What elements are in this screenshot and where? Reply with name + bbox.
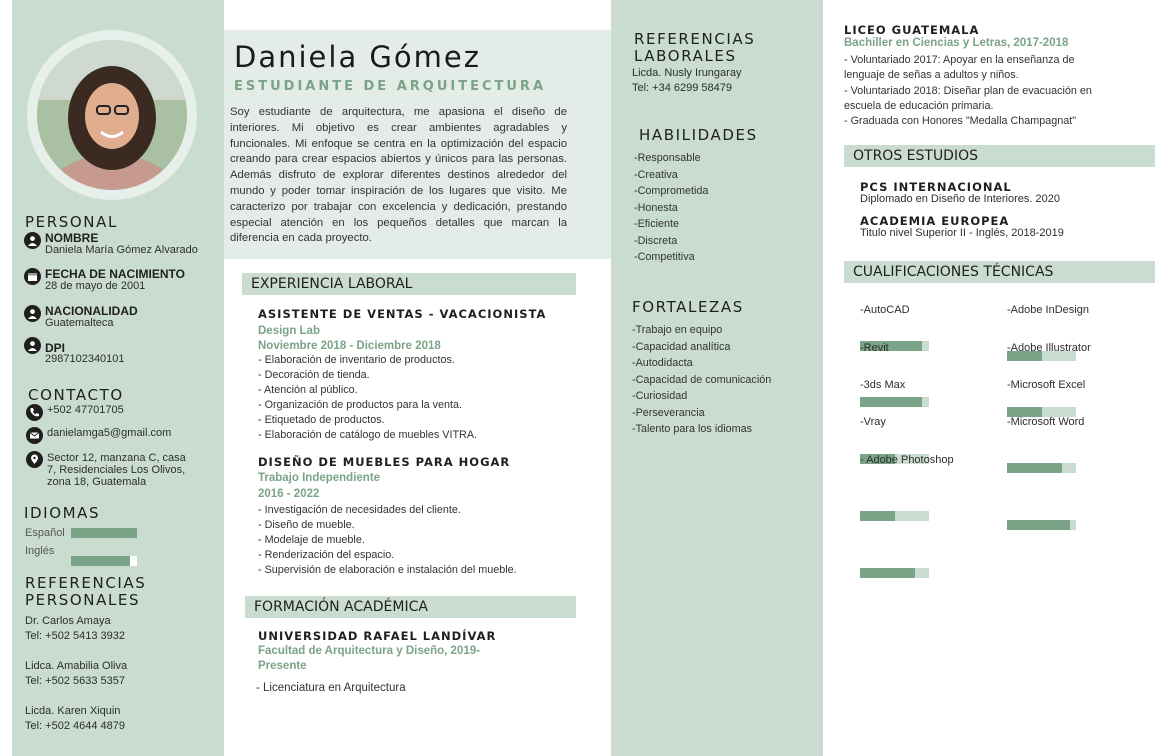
job-task: - Etiquetado de productos.	[258, 414, 385, 426]
tech-skill-name: -Microsoft Word	[1007, 416, 1085, 428]
ref-laborales-title-line1: REFERENCIAS	[634, 30, 756, 48]
tech-skill-bar	[1007, 520, 1076, 530]
tech-skill-bar	[860, 397, 929, 407]
otros-estudios-title: OTROS ESTUDIOS	[844, 145, 1155, 167]
liceo-lines	[844, 53, 1092, 129]
otros-estudio-name: ACADEMIA EUROPEA	[860, 214, 1010, 228]
tech-skill-name: -AutoCAD	[860, 304, 910, 316]
user-icon	[24, 232, 41, 249]
ref-personal-name: Dr. Carlos Amaya	[25, 615, 111, 627]
job-tasks	[258, 353, 477, 443]
tech-skill-bar	[860, 511, 929, 521]
tech-skill-name: -Adobe Illustrator	[1007, 342, 1091, 354]
habilidad-item: -Discreta	[634, 234, 678, 247]
fortalezas-title: FORTALEZAS	[632, 298, 744, 316]
person-role: ESTUDIANTE DE ARQUITECTURA	[234, 79, 547, 94]
personal-label-nombre: NOMBRE	[45, 231, 99, 245]
ref-personal-name: Lidca. Amabilia Oliva	[25, 660, 128, 672]
job-company: Trabajo Independiente	[258, 472, 381, 484]
job-task: - Diseño de mueble.	[258, 519, 355, 531]
liceo-line: - Voluntariado 2017: Apoyar en la enseñanza de	[844, 54, 1075, 66]
fortaleza-item: -Capacidad analítica	[632, 340, 731, 353]
contact-address-line2: 7, Residenciales Los Olivos,	[47, 464, 186, 476]
liceo-degree: Bachiller en Ciencias y Letras, 2017-2018	[844, 37, 1069, 49]
habilidad-item: -Creativa	[634, 168, 678, 181]
job-dates: 2016 - 2022	[258, 488, 320, 500]
liceo-school: LICEO GUATEMALA	[844, 23, 980, 37]
email-icon	[26, 427, 43, 444]
personal-title: PERSONAL	[25, 213, 118, 231]
job-company: Design Lab	[258, 325, 320, 337]
personal-value-nombre: Daniela María Gómez Alvarado	[45, 244, 198, 256]
location-pin-icon	[26, 451, 43, 468]
contacto-title: CONTACTO	[28, 386, 124, 404]
ref-personal-tel: Tel: +502 5633 5357	[25, 675, 126, 687]
habilidad-item: -Responsable	[634, 152, 701, 164]
personal-value-fecha: 28 de mayo de 2001	[45, 280, 146, 292]
job-task: - Elaboración de catálogo de muebles VITRA.	[258, 429, 478, 441]
tech-skill-fill	[1007, 463, 1062, 473]
fortaleza-item: -Trabajo en equipo	[632, 324, 723, 336]
job-title: ASISTENTE DE VENTAS - VACACIONISTA	[258, 307, 547, 321]
personal-label-fecha: FECHA DE NACIMIENTO	[45, 267, 186, 281]
personal-value-nacionalidad: Guatemalteca	[45, 317, 114, 329]
calendar-icon	[24, 268, 41, 285]
language-name-ingles: Inglés	[25, 545, 55, 557]
contact-phone: +502 47701705	[47, 404, 124, 416]
tech-skill-name: -Vray	[860, 416, 886, 428]
habilidades-list	[634, 150, 708, 266]
habilidades-title: HABILIDADES	[639, 126, 758, 144]
personal-label-dpi: DPI	[45, 341, 66, 355]
job-task: - Elaboración de inventario de productos.	[258, 354, 455, 366]
ref-laborales-title-line2: LABORALES	[634, 47, 737, 65]
contact-address-line1: Sector 12, manzana C, casa	[47, 452, 186, 464]
education-faculty-line2: Presente	[258, 660, 307, 672]
tech-skill-name: -Revit	[860, 342, 889, 354]
phone-icon	[26, 404, 43, 421]
job-task: - Atención al público.	[258, 384, 358, 396]
habilidad-item: -Eficiente	[634, 218, 680, 230]
habilidad-item: -Comprometida	[634, 185, 709, 197]
ref-personal-tel: Tel: +502 4644 4879	[25, 720, 126, 732]
ref-laboral-tel: Tel: +34 6299 58479	[632, 82, 733, 94]
fortaleza-item: -Capacidad de comunicación	[632, 373, 772, 386]
tech-skill-fill	[860, 511, 895, 521]
job-tasks	[258, 503, 517, 578]
tech-skill-fill	[1007, 520, 1070, 530]
personal-value-dpi: 2987102340101	[45, 353, 125, 365]
cualificaciones-title: CUALIFICACIONES TÉCNICAS	[844, 261, 1155, 283]
fortaleza-item: -Perseverancia	[632, 406, 705, 419]
ref-laboral-name: Licda. Nusly Irungaray	[632, 67, 742, 79]
job-task: - Modelaje de mueble.	[258, 534, 365, 546]
ref-personal-tel: Tel: +502 5413 3932	[25, 630, 126, 642]
idiomas-title: IDIOMAS	[24, 504, 101, 522]
tech-skill-fill	[860, 397, 922, 407]
job-task: - Decoración de tienda.	[258, 369, 370, 381]
habilidad-item: -Competitiva	[634, 251, 695, 263]
fortaleza-item: -Talento para los idiomas	[632, 423, 753, 435]
fortaleza-item: -Autodidacta	[632, 357, 693, 369]
person-name: Daniela Gómez	[234, 40, 481, 74]
fortaleza-item: -Curiosidad	[632, 390, 688, 402]
language-bar-espanol	[71, 528, 137, 538]
habilidad-item: -Honesta	[634, 201, 678, 214]
education-faculty-line1: Facultad de Arquitectura y Diseño, 2019-	[258, 645, 480, 657]
experiencia-title: EXPERIENCIA LABORAL	[242, 273, 576, 295]
job-task: - Investigación de necesidades del cliente.	[258, 504, 461, 516]
job-task: - Supervisión de elaboración e instalación del mueble.	[258, 564, 517, 576]
tech-skill-name: -Adobe InDesign	[1007, 304, 1089, 316]
otros-estudio-name: PCS INTERNACIONAL	[860, 180, 1012, 194]
ref-personales-title-line1: REFERENCIAS	[25, 574, 147, 592]
ref-personales-title-line2: PERSONALES	[25, 591, 141, 609]
fortalezas-list	[632, 322, 771, 438]
contact-email: danielamga5@gmail.com	[47, 427, 172, 439]
otros-estudio-desc: Diplomado en Diseño de Interiores. 2020	[860, 193, 1060, 205]
language-level-fill	[71, 528, 137, 538]
education-degree: - Licenciatura en Arquitectura	[256, 682, 406, 694]
language-level-fill	[71, 556, 130, 566]
tech-skill-bar	[860, 568, 929, 578]
formacion-title: FORMACIÓN ACADÉMICA	[245, 596, 576, 618]
tech-skill-name: -Microsoft Excel	[1007, 379, 1086, 391]
education-school: UNIVERSIDAD RAFAEL LANDÍVAR	[258, 629, 497, 643]
job-title: DISEÑO DE MUEBLES PARA HOGAR	[258, 455, 511, 469]
tech-skill-name: -3ds Max	[860, 379, 906, 391]
ref-personal-name: Licda. Karen Xiquin	[25, 705, 121, 717]
liceo-line: escuela de educación primaria.	[844, 99, 994, 112]
job-task: - Renderización del espacio.	[258, 549, 395, 561]
personal-label-nacionalidad: NACIONALIDAD	[45, 304, 138, 318]
liceo-line: - Voluntariado 2018: Diseñar plan de evacuación en	[844, 84, 1092, 97]
contact-address-line3: zona 18, Guatemala	[47, 476, 147, 488]
language-bar-ingles	[71, 556, 137, 566]
tech-skill-bar	[1007, 463, 1076, 473]
liceo-line: - Graduada con Honores "Medalla Champagnat"	[844, 115, 1077, 128]
liceo-line: lenguaje de señas a adultos y niños.	[844, 69, 1019, 82]
otros-estudio-desc: Titulo nivel Superior II - Inglés, 2018-2019	[860, 227, 1064, 239]
user-icon	[24, 337, 41, 354]
tech-skill-fill	[860, 568, 915, 578]
profile-photo	[37, 40, 187, 190]
language-name-espanol: Español	[25, 527, 65, 539]
job-task: - Organización de productos para la venta.	[258, 399, 463, 411]
bio-paragraph: Soy estudiante de arquitectura, me apasiona el diseño de interiores. Mi objetivo es crear ambientes agradables y funcionales. Mi enfoque se centra en la optimización del espacio creando para crear espacios abiertos y únicos para las personas. Además disfruto de explorar diferentes destinos alrededor del mundo y poder tomar inspiración de los lugares que visito. Me caracterizo por trabajar con excelencia y dedicación, prestando especial atención en los pequeños detalles que marcan la diferencia en cada proyecto.	[230, 106, 567, 245]
job-dates: Noviembre 2018 - Diciembre 2018	[258, 340, 441, 352]
user-icon	[24, 305, 41, 322]
tech-skill-name: - Adobe Photoshop	[860, 454, 954, 466]
